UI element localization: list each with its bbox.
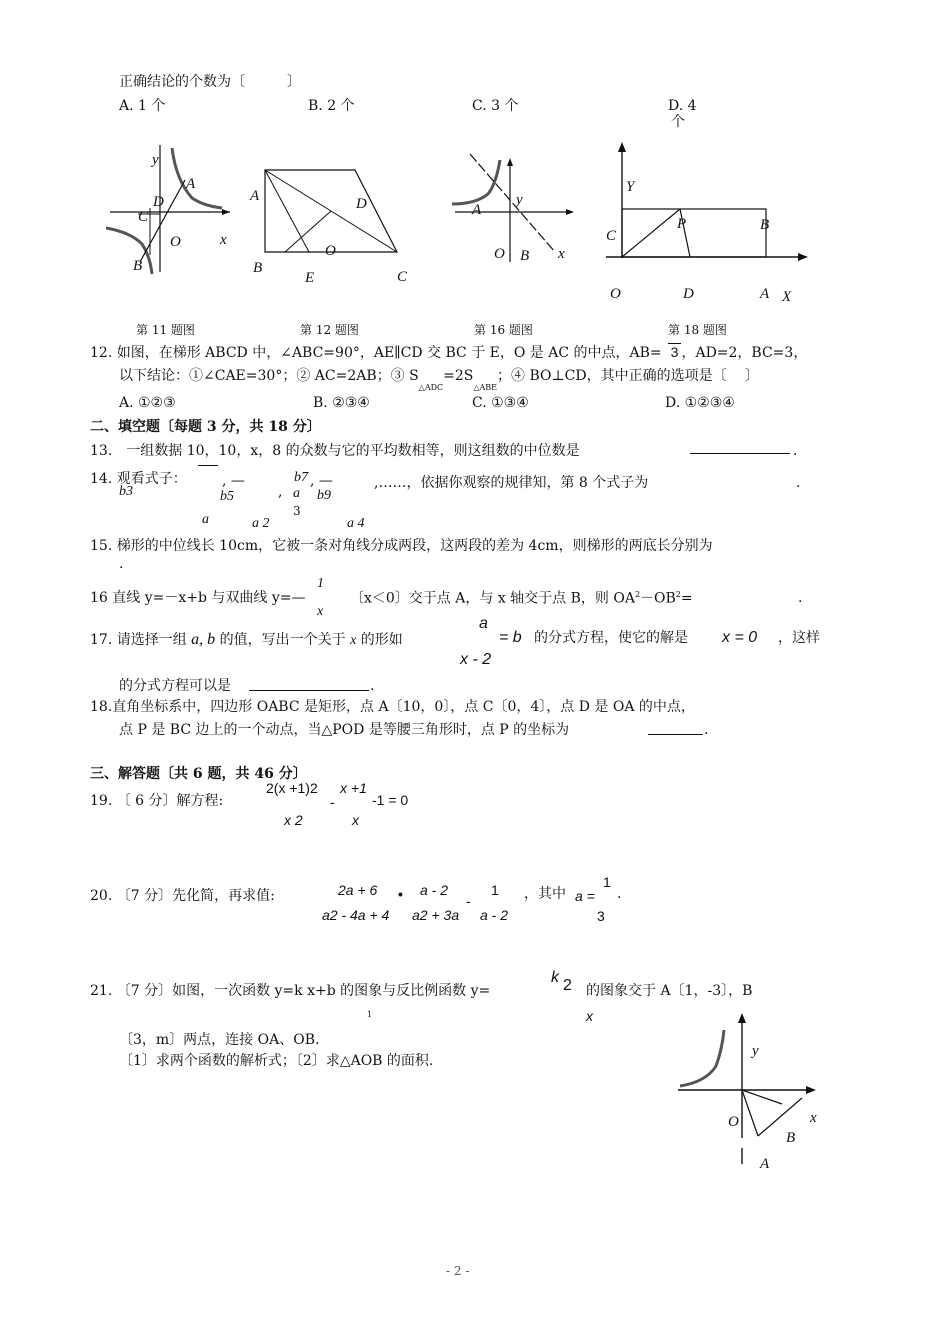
- q20-a: a =: [575, 888, 595, 904]
- q16-den: x: [317, 604, 324, 619]
- f16-label-b: B: [520, 248, 530, 264]
- q16-sup2: 2: [675, 590, 681, 599]
- q17-frac-den: x - 2: [460, 651, 492, 668]
- q12-option-b: B. ②③④: [313, 395, 370, 411]
- q12-line2-a: 以下结论：①∠CAE=30°；② AC=2AB；③ S: [119, 368, 419, 384]
- q14-a3: a: [293, 486, 300, 501]
- q12-line2-b: =2S: [443, 368, 474, 384]
- q14-comma: ,: [278, 484, 283, 500]
- q19-text: 19. 〔 6 分〕解方程:: [90, 793, 224, 809]
- f18-label-p: P: [677, 216, 687, 232]
- q12-option-c: C. ①③④: [472, 395, 529, 411]
- q16-num: 1: [317, 576, 324, 591]
- q11-stem: 正确结论的个数为〔 〕: [119, 74, 301, 90]
- caption-16: 第 16 题图: [474, 323, 533, 337]
- q12-line1: [90, 344, 807, 362]
- q12-option-a: A. ①②③: [119, 395, 176, 411]
- f16-label-a: A: [472, 202, 482, 218]
- q11-option-d: D. 4: [668, 98, 697, 114]
- q14-rest: ,……，依据你观察的规律知，第 8 个式子为: [374, 475, 649, 491]
- q18-line1: 18.直角坐标系中，四边形 OABC 是矩形，点 A〔10，0〕，点 C〔0，4〕，点 D 是 OA 的中点，: [90, 699, 695, 715]
- q11-option-c: C. 3 个: [472, 98, 519, 114]
- q13-text: 13. 一组数据 10，10，x，8 的众数与它的平均数相等，则这组数的中位数是: [90, 443, 580, 459]
- f11-label-c: C: [138, 209, 149, 225]
- f21-label-b: B: [786, 1130, 796, 1146]
- q14-b9: b9: [317, 488, 331, 503]
- figure-12: [245, 160, 415, 290]
- q16-sup1: 2: [634, 590, 641, 599]
- q21-sub: 1: [367, 1010, 373, 1019]
- q21-den: x: [586, 1008, 593, 1024]
- q11-option-b: B. 2 个: [308, 98, 355, 114]
- q16-text-b-main: 〔x＜0〕交于点 A，与 x 轴交于点 B，则 OA: [350, 590, 635, 607]
- f18-label-d: D: [683, 286, 694, 302]
- caption-18: 第 18 题图: [668, 323, 727, 337]
- f12-label-a: A: [250, 188, 260, 204]
- q14-a2: a 2: [252, 516, 270, 531]
- caption-11: 第 11 题图: [136, 323, 195, 337]
- q17-blank[interactable]: [249, 676, 369, 691]
- figure-21: [670, 1010, 830, 1175]
- q15-text: 15. 梯形的中位线长 10cm，它被一条对角线分成两段，这两段的差为 4cm，则梯形的两底长分别为: [90, 538, 713, 554]
- q12-line2: [119, 368, 760, 392]
- f18-label-a: A: [760, 286, 770, 302]
- q21-two: 2: [563, 977, 572, 994]
- q16-text-a: 16 直线 y=－x+b 与双曲线 y=—: [90, 590, 306, 606]
- f16-label-o: O: [494, 246, 505, 262]
- q11-option-a: A. 1 个: [119, 98, 166, 114]
- q18-end: .: [704, 722, 709, 738]
- q16-text-b: [350, 590, 693, 607]
- q19-rest: -1 = 0: [372, 792, 409, 808]
- page-number: - 2 -: [446, 1264, 470, 1278]
- q17-c: 的形如: [360, 632, 403, 648]
- q17-e: ，这样: [778, 630, 820, 646]
- q19-den2: x: [352, 812, 359, 828]
- q14-end: .: [796, 475, 801, 491]
- f11-label-d: D: [153, 194, 164, 210]
- f11-label-a: A: [186, 176, 196, 192]
- q12-option-d: D. ①②③④: [665, 395, 735, 411]
- q19-den1: x 2: [284, 812, 303, 828]
- q20-num2: a - 2: [420, 882, 449, 898]
- q12-sub-abe: △ABE: [473, 383, 498, 392]
- f21-label-x: x: [810, 1110, 817, 1126]
- q20-value-den: 3: [597, 908, 605, 924]
- f11-label-o: O: [170, 234, 181, 250]
- q14-text: 14. 观看式子：: [90, 471, 187, 487]
- section-2-heading: 二、填空题〔每题 3 分，共 18 分〕: [90, 419, 321, 435]
- f21-label-y: y: [752, 1043, 759, 1059]
- f12-label-d: D: [356, 196, 367, 212]
- q17-end: .: [370, 678, 375, 694]
- f18-label-y: Y: [626, 179, 635, 195]
- figure-11: [100, 140, 240, 280]
- q17-eq: = b: [499, 629, 522, 646]
- q12-line1-b: ，AD=2，BC=3，: [681, 345, 808, 361]
- q12-sub-adc: △ADC: [418, 383, 444, 392]
- f18-label-o: O: [610, 286, 621, 302]
- q20-num3: 1: [491, 882, 499, 898]
- q14-bar: [198, 465, 218, 466]
- q19-num1: 2(x +1)2: [266, 780, 318, 796]
- q21-line1-b: 的图象交于 A〔1，-3〕，B: [586, 983, 753, 999]
- f12-label-o: O: [325, 243, 336, 259]
- q15-end: .: [119, 556, 124, 572]
- f11-label-b: B: [133, 258, 143, 274]
- q17-b: 的值，写出一个关于: [219, 632, 346, 648]
- q14-b7: b7: [294, 470, 308, 485]
- q17-line2: 的分式方程可以是: [119, 678, 231, 694]
- q21-line2: 〔3，m〕两点，连接 OA、OB.: [119, 1032, 320, 1048]
- q12-sqrt: 3: [668, 343, 682, 360]
- q17-line1: [90, 630, 403, 650]
- q12-line1-a: 12. 如图，在梯形 ABCD 中，∠ABC=90°，AE∥CD 交 BC 于 E，O 是 AC 的中点，AB=: [90, 345, 662, 361]
- q20-minus: -: [466, 893, 471, 909]
- f21-label-a: A: [760, 1156, 770, 1172]
- q17-d: 的分式方程，使它的解是: [534, 630, 688, 646]
- q14-a4: a 4: [347, 516, 365, 531]
- q14-comma-dash: , —: [222, 473, 245, 489]
- q20-den1: a2 - 4a + 4: [322, 907, 390, 923]
- q20-dot: •: [398, 886, 403, 902]
- q20-mid: ，其中: [524, 886, 566, 902]
- q16-text-c: －OB: [640, 590, 676, 607]
- q18-line2: 点 P 是 BC 边上的一个动点，当△POD 是等腰三角形时，点 P 的坐标为: [119, 722, 570, 738]
- q20-den3: a - 2: [480, 907, 509, 923]
- f11-label-y: y: [152, 152, 159, 168]
- f18-label-x: X: [782, 289, 792, 305]
- q12-line2-c: ；④ BO⊥CD，其中正确的选项是〔 〕: [497, 368, 760, 384]
- section-3-heading: 三、解答题〔共 6 题，共 46 分〕: [90, 766, 307, 782]
- f12-label-e: E: [305, 270, 315, 286]
- caption-12: 第 12 题图: [300, 323, 359, 337]
- q21-line3: 〔1〕求两个函数的解析式；〔2〕求△AOB 的面积.: [119, 1053, 434, 1069]
- q14-b5: b5: [220, 489, 234, 504]
- q13-blank[interactable]: [690, 439, 790, 454]
- f12-label-c: C: [397, 269, 408, 285]
- q16-text-d: =: [680, 590, 693, 607]
- f18-label-c: C: [606, 228, 617, 244]
- q20-value-num: 1: [603, 874, 611, 890]
- f21-label-o: O: [728, 1114, 739, 1130]
- q13-end: .: [793, 443, 798, 459]
- q21-k: k: [551, 969, 559, 986]
- f16-label-y: y: [516, 192, 523, 208]
- f11-label-x: x: [220, 232, 227, 248]
- f12-label-b: B: [253, 260, 263, 276]
- q18-blank[interactable]: [648, 720, 703, 735]
- q11-option-d-unit: 个: [671, 114, 685, 130]
- q21-line1-a: 21. 〔7 分〕如图，一次函数 y=k x+b 的图象与反比例函数 y=: [90, 983, 491, 999]
- q20-den2: a2 + 3a: [412, 907, 460, 923]
- q14-three: 3: [293, 504, 301, 518]
- q20-num1: 2a + 6: [338, 882, 378, 898]
- q20-end: .: [617, 886, 622, 902]
- q17-x: x: [350, 633, 357, 648]
- q17-a: 17. 请选择一组: [90, 632, 187, 648]
- q17-ab: a, b: [191, 631, 216, 648]
- q14-dash: , —: [310, 473, 333, 489]
- figure-16: [450, 150, 580, 270]
- q17-solution: x = 0: [722, 629, 758, 646]
- f16-label-x: x: [558, 246, 565, 262]
- q19-minus: -: [330, 794, 335, 810]
- q14-b3: b3: [119, 484, 133, 499]
- q17-frac-num: a: [479, 615, 488, 632]
- figure-18: [598, 140, 813, 310]
- f18-label-b: B: [760, 217, 770, 233]
- q20-text: 20. 〔7 分〕先化简，再求值:: [90, 888, 275, 904]
- q16-end: .: [798, 590, 803, 606]
- q19-num2: x +1: [340, 780, 367, 796]
- q14-a: a: [202, 512, 209, 527]
